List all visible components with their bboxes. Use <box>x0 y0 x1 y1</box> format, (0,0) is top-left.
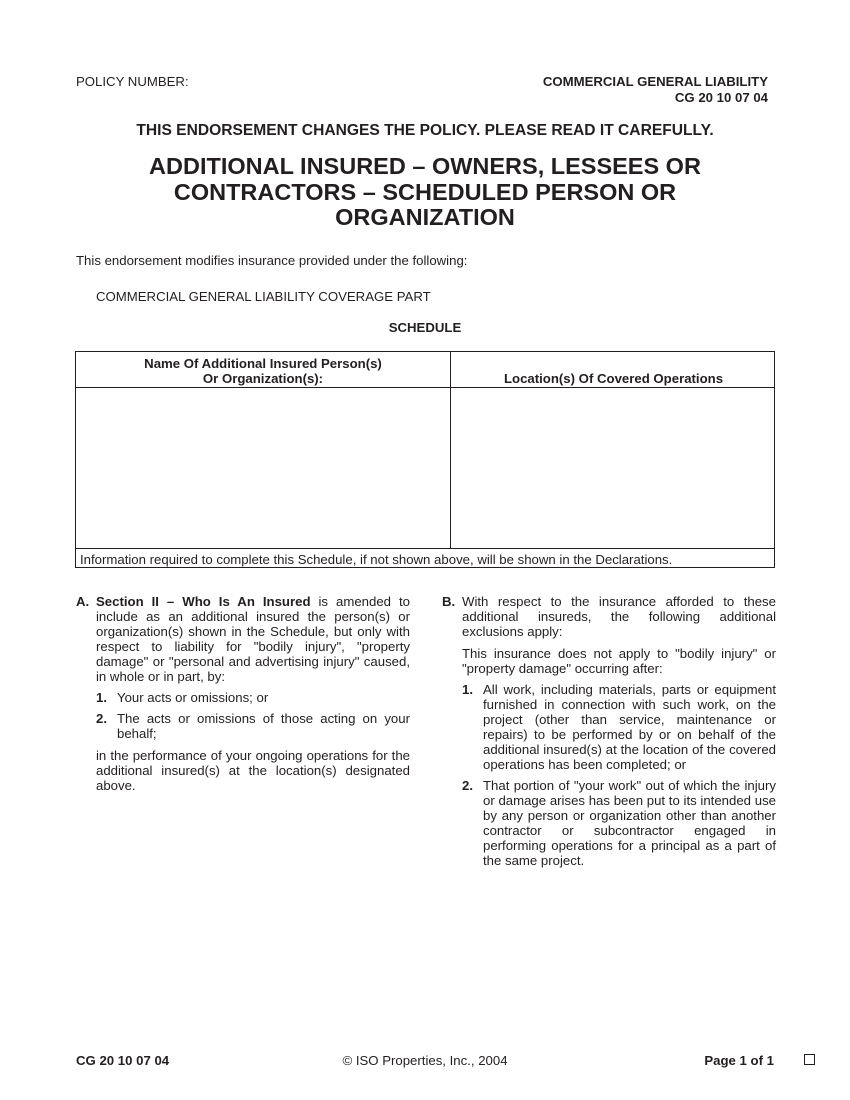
coverage-part: COMMERCIAL GENERAL LIABILITY COVERAGE PART <box>96 289 431 304</box>
title-line: ORGANIZATION <box>335 204 515 230</box>
schedule-table <box>75 351 775 568</box>
column-header-names <box>76 356 450 386</box>
section-a-text <box>96 594 410 684</box>
section-label: B. <box>442 594 456 609</box>
section-a-body: is amended to include as an additional insured the person(s) or organization(s) shown in the Schedule, but only with respect to liability for "bodily injury", "property damage" or "personal and advertising injury" caused, in whole or in part, by: <box>96 594 410 684</box>
column-header-locations: Location(s) Of Covered Operations <box>503 371 724 386</box>
line-of-business: COMMERCIAL GENERAL LIABILITY <box>542 74 768 89</box>
page-title <box>100 154 750 231</box>
item-label: 2. <box>96 711 107 726</box>
section-label: A. <box>76 594 90 609</box>
title-line: CONTRACTORS – SCHEDULED PERSON OR <box>173 178 677 205</box>
footer-copyright: © ISO Properties, Inc., 2004 <box>342 1053 508 1068</box>
header-rule <box>76 387 774 388</box>
item-text: Your acts or omissions; or <box>117 690 269 705</box>
policy-number-label: POLICY NUMBER: <box>76 74 189 89</box>
section-a <box>76 594 410 793</box>
footer-form-number: CG 20 10 07 04 <box>76 1053 170 1068</box>
schedule-heading: SCHEDULE <box>388 320 462 335</box>
list-item <box>96 690 410 705</box>
list-item <box>462 778 776 868</box>
item-text: All work, including materials, parts or equipment furnished in connection with such work, on the project (other than service, maintenance or repairs) to be performed by or on behalf of the additional insured(s) at the location of the covered operations has been completed; or <box>483 682 776 772</box>
endorsement-notice: THIS ENDORSEMENT CHANGES THE POLICY. PLEASE READ IT CAREFULLY. <box>136 122 714 139</box>
schedule-note: Information required to complete this Schedule, if not shown above, will be shown in the Declarations. <box>80 552 673 567</box>
footer-page-number: Page 1 of 1 <box>704 1053 774 1068</box>
footer-rule <box>76 548 774 549</box>
item-label: 1. <box>96 690 107 705</box>
form-number: CG 20 10 07 04 <box>674 90 768 105</box>
section-a-lead: Section II – Who Is An Insured <box>96 594 311 609</box>
column-header-line: Name Of Additional Insured Person(s) <box>144 356 382 371</box>
title-line: ADDITIONAL INSURED – OWNERS, LESSEES OR <box>149 153 701 179</box>
section-b-text: With respect to the insurance afforded to these additional insureds, the following additional exclusions apply: <box>462 594 776 639</box>
item-text: The acts or omissions of those acting on your behalf; <box>117 711 410 741</box>
column-header-line: Or Organization(s): <box>202 371 324 386</box>
section-b <box>442 594 776 868</box>
item-label: 1. <box>462 682 473 697</box>
list-item <box>96 711 410 741</box>
item-label: 2. <box>462 778 473 793</box>
item-text: That portion of "your work" out of which the injury or damage arises has been put to its intended use by any person or organization other than another contractor or subcontractor engaged in performing operations for a principal as a part of the same project. <box>483 778 776 868</box>
section-a-closing: in the performance of your ongoing operations for the additional insured(s) at the location(s) designated above. <box>96 748 410 793</box>
section-b-intro: This insurance does not apply to "bodily injury" or "property damage" occurring after: <box>462 646 776 676</box>
checkbox-square-icon <box>804 1054 815 1065</box>
modifies-text: This endorsement modifies insurance provided under the following: <box>76 253 468 268</box>
form-header <box>543 74 768 106</box>
list-item <box>462 682 776 772</box>
